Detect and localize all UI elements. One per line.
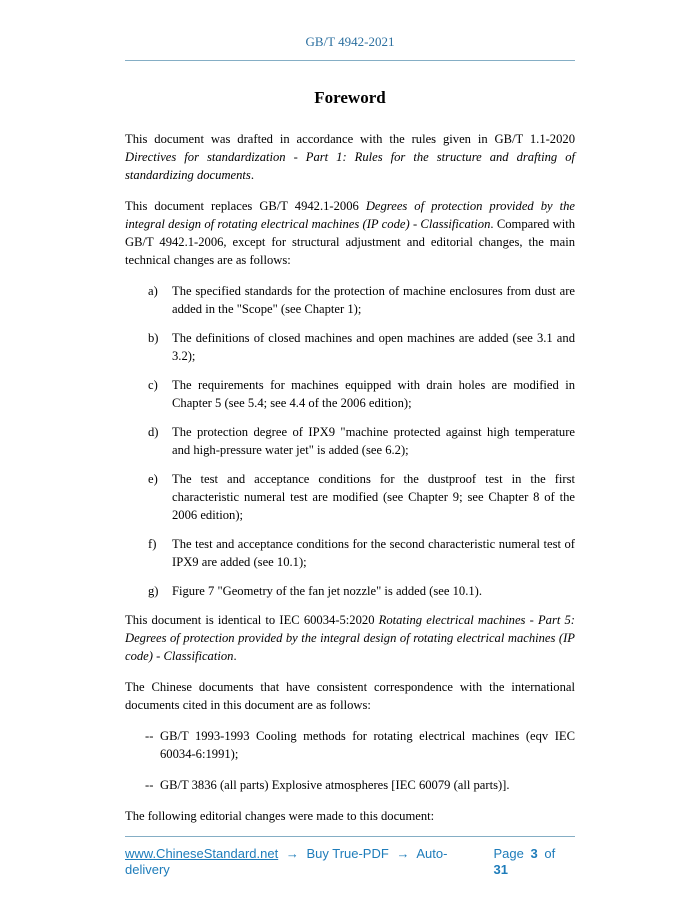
reference-item	[145, 776, 575, 794]
changes-list	[125, 282, 575, 600]
list-item	[148, 376, 575, 412]
paragraph-text: .	[250, 168, 254, 182]
page-indicator	[491, 846, 575, 878]
reference-marker: --	[145, 778, 154, 792]
list-item-text: The test and acceptance conditions for the dustproof test in the first characteristic numeral test are modified (see Chapter 9; see Chapter 8 of the 2006 edition);	[172, 472, 575, 522]
reference-list	[125, 727, 575, 794]
list-item	[148, 423, 575, 459]
page-total: 31	[493, 862, 508, 877]
cited-standard-title: Directives for standardization - Part 1: Rules for the structure and drafting of standardizing documents	[125, 150, 575, 182]
footer-buy-label: Buy True-PDF	[306, 846, 389, 861]
list-item-marker: b)	[148, 331, 159, 345]
footer-divider	[125, 836, 575, 837]
page-current: 3	[530, 846, 538, 861]
footer-site-link[interactable]: www.ChineseStandard.net	[125, 846, 279, 861]
cited-standard-title: Rotating electrical machines - Part 5: Degrees of protection provided by the integral design of rotating electrical machines (IP code) - Classification	[125, 613, 576, 663]
arrow-icon: →	[285, 846, 299, 861]
list-item-text: The protection degree of IPX9 "machine protected against high temperature and high-pressure water jet" is added (see 6.2);	[172, 425, 575, 457]
list-item-marker: e)	[148, 472, 158, 486]
list-item-marker: g)	[148, 584, 159, 598]
paragraph-text: This document replaces GB/T 4942.1-2006	[125, 199, 366, 213]
reference-marker: --	[145, 729, 154, 743]
list-item-text: The definitions of closed machines and open machines are added (see 3.1 and 3.2);	[172, 331, 575, 363]
paragraph-text: This document is identical to IEC 60034-5:2020	[125, 613, 379, 627]
paragraph-text: . Compared with GB/T 4942.1-2006, except for structural adjustment and editorial changes, the main technical changes are as follows:	[125, 217, 575, 267]
list-item-text: The specified standards for the protection of machine enclosures from dust are added in the "Scope" (see Chapter 1);	[172, 284, 575, 316]
reference-text: GB/T 3836 (all parts) Explosive atmospheres [IEC 60079 (all parts)].	[160, 778, 510, 792]
list-item-marker: a)	[148, 284, 158, 298]
reference-text: GB/T 1993-1993 Cooling methods for rotating electrical machines (eqv IEC 60034-6:1991);	[160, 729, 575, 761]
paragraph-chinese-docs: The Chinese documents that have consistent correspondence with the international documents cited in this document are as follows:	[125, 680, 575, 712]
page-label: Page	[493, 846, 524, 861]
arrow-icon: →	[396, 846, 410, 861]
footer-promo	[125, 846, 491, 878]
page-title: Foreword	[314, 88, 386, 107]
list-item-marker: c)	[148, 378, 158, 392]
document-body	[125, 130, 575, 825]
footer-delivery-label: Auto-delivery	[125, 846, 448, 877]
list-item	[148, 282, 575, 318]
page-footer	[125, 846, 575, 878]
list-item-marker: d)	[148, 425, 159, 439]
list-item	[148, 582, 575, 600]
doc-number: GB/T 4942-2021	[305, 34, 395, 49]
reference-item	[145, 727, 575, 763]
list-item-marker: f)	[148, 537, 157, 551]
list-item-text: The test and acceptance conditions for the second characteristic numeral test of IPX9 are added (see 10.1);	[172, 537, 575, 569]
page-of-label: of	[544, 846, 556, 861]
list-item	[148, 470, 575, 524]
list-item-text: The requirements for machines equipped with drain holes are modified in Chapter 5 (see 5.4; see 4.4 of the 2006 edition);	[172, 378, 575, 410]
list-item	[148, 329, 575, 365]
cited-standard-title: Degrees of protection provided by the integral design of rotating electrical machines (IP code) - Classification	[125, 199, 575, 231]
paragraph-replaces	[125, 197, 575, 269]
paragraph-text: This document was drafted in accordance with the rules given in GB/T 1.1-2020	[125, 132, 575, 146]
paragraph-identical	[125, 611, 575, 665]
list-item-text: Figure 7 "Geometry of the fan jet nozzle" is added (see 10.1).	[172, 584, 482, 598]
header-divider	[125, 60, 575, 61]
paragraph-text: .	[233, 649, 237, 663]
list-item	[148, 535, 575, 571]
paragraph-drafted	[125, 130, 575, 184]
paragraph-editorial: The following editorial changes were made to this document:	[125, 809, 435, 823]
